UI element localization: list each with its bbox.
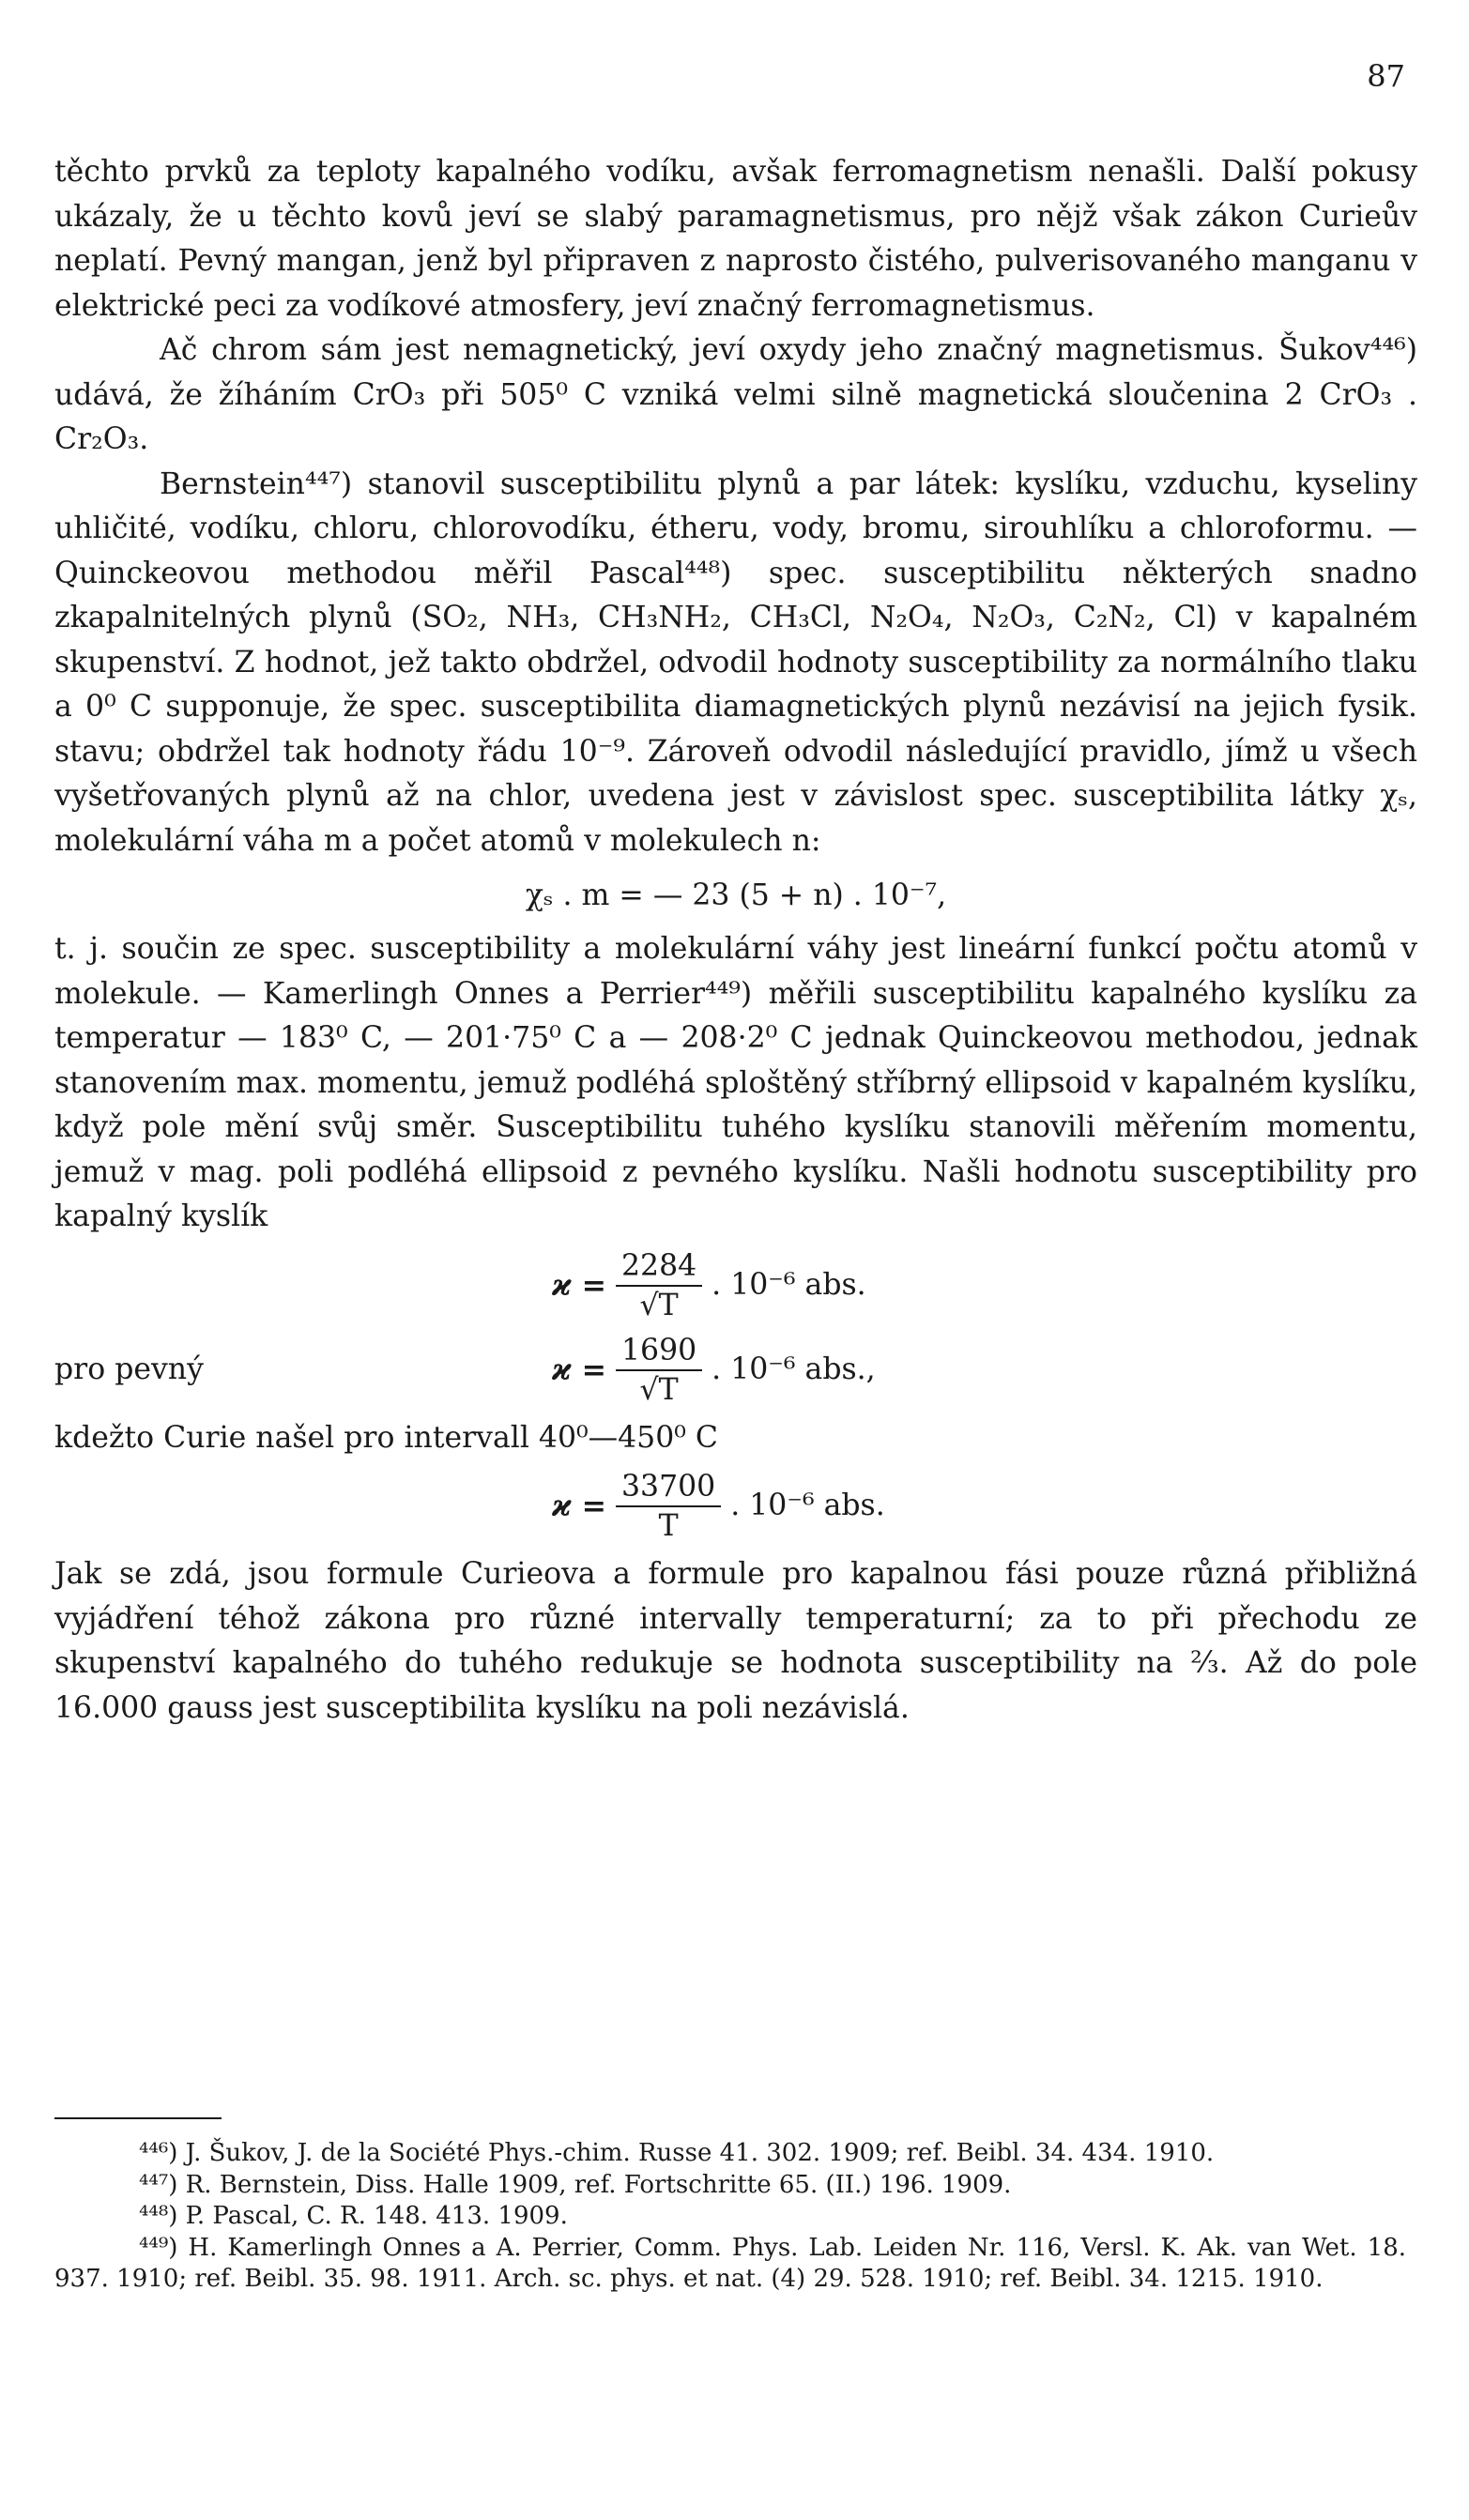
numerator: 1690 [616,1332,702,1371]
equation-solid-oxygen [54,1332,1417,1409]
equation-pascal-rule: χₛ . m = — 23 (5 + n) . 10⁻⁷, [525,878,947,912]
denominator: T [658,1509,679,1543]
footnote-448: ⁴⁴⁸) P. Pascal, C. R. 148. 413. 1909. [139,2202,568,2230]
footnote-447: ⁴⁴⁷) R. Bernstein, Diss. Halle 1909, ref. Fortschritte 65. (II.) 196. 1909. [139,2170,1012,2199]
equation-lhs: ϰ = [552,1352,606,1387]
paragraph-5: kdežto Curie našel pro intervall 40⁰—450⁰ C [54,1420,718,1455]
numerator: 33700 [616,1468,721,1507]
paragraph-4: t. j. součin ze spec. susceptibility a molekulární váhy jest lineární funkcí počtu atomů v molekule. — Kamerlingh Onnes a Perrier⁴⁴⁹) měřili susceptibilitu kapalného kyslíku za temperatur — 183⁰ C, — 201·75⁰ C a — 208·2⁰ C jednak Quinckeovou methodou, jednak stanovením max. momentu, jemuž podléhá sploštěný stříbrný ellipsoid v kapalném kyslíku, když pole mění svůj směr. Susceptibilitu tuhého kyslíku stanovili měřením momentu, jemuž v mag. poli podléhá ellipsoid z pevného kyslíku. Našli hodnotu susceptibility pro kapalný kyslík [54,932,1417,1233]
equation-rhs: . 10⁻⁶ abs. [712,1267,866,1302]
fraction [616,1247,702,1324]
equation-liquid-oxygen [54,1247,1417,1324]
solid-label: pro pevný [54,1352,204,1386]
footnotes [54,2117,1406,2296]
numerator: 2284 [616,1247,702,1287]
footnote-446: ⁴⁴⁶) J. Šukov, J. de la Société Phys.-chim. Russe 41. 302. 1909; ref. Beibl. 34. 434. 1910. [139,2139,1215,2167]
footnote-divider [54,2117,222,2119]
equation-curie [54,1468,1417,1545]
fraction [616,1468,721,1545]
page-number: 87 [1367,58,1405,94]
body-text [54,150,1417,1731]
equation-rhs: . 10⁻⁶ abs., [712,1352,876,1386]
paragraph-1: těchto prvků za teploty kapalného vodíku, avšak ferromagnetism nenašli. Další pokusy ukázaly, že u těchto kovů jeví se slabý paramagnetismus, pro nějž však zákon Curieův neplatí. Pevný mangan, jenž byl připraven z naprosto čistého, pulverisovaného manganu v elektrické peci za vodíkové atmosfery, jeví značný ferromagnetismus. [54,155,1417,323]
denominator: √T [639,1372,679,1407]
denominator: √T [639,1288,679,1322]
equation-lhs: ϰ = [552,1267,606,1303]
equation-rhs: . 10⁻⁶ abs. [730,1489,885,1523]
equation-lhs: ϰ = [552,1489,606,1524]
fraction [616,1332,702,1409]
paragraph-6: Jak se zdá, jsou formule Curieova a formule pro kapalnou fási pouze různá přibližná vyjádření téhož zákona pro různé intervally temperaturní; za to při přechodu ze skupenství kapalného do tuhého redukuje se hodnota susceptibility na ²⁄₃. Až do pole 16.000 gauss jest susceptibilita kyslíku na poli nezávislá. [54,1557,1417,1725]
paragraph-2: Ač chrom sám jest nemagnetický, jeví oxydy jeho značný magnetismus. Šukov⁴⁴⁶) udává, že žíháním CrO₃ při 505⁰ C vzniká velmi silně magnetická sloučenina 2 CrO₃ . Cr₂O₃. [54,333,1417,456]
footnote-449: ⁴⁴⁹) H. Kamerlingh Onnes a A. Perrier, Comm. Phys. Lab. Leiden Nr. 116, Versl. K. Ak. van Wet. 18. 937. 1910; ref. Beibl. 35. 98. 1911. Arch. sc. phys. et nat. (4) 29. 528. 1910; ref. Beibl. 34. 1215. 1910. [54,2233,1406,2293]
paragraph-3: Bernstein⁴⁴⁷) stanovil susceptibilitu plynů a par látek: kyslíku, vzduchu, kyseliny uhličité, vodíku, chloru, chlorovodíku, étheru, vody, bromu, sirouhlíku a chloroformu. — Quinckeovou methodou měřil Pascal⁴⁴⁸) spec. susceptibilitu některých snadno zkapalnitelných plynů (SO₂, NH₃, CH₃NH₂, CH₃Cl, N₂O₄, N₂O₃, C₂N₂, Cl) v kapalném skupenství. Z hodnot, jež takto obdržel, odvodil hodnoty susceptibility za normálního tlaku a 0⁰ C supponuje, že spec. susceptibilita diamagnetických plynů nezávisí na jejich fysik. stavu; obdržel tak hodnoty řádu 10⁻⁹. Zároveň odvodil následující pravidlo, jímž u všech vyšetřovaných plynů až na chlor, uvedena jest v závislost spec. susceptibilita látky χₛ, molekulární váha m a počet atomů v molekulech n: [54,466,1417,858]
